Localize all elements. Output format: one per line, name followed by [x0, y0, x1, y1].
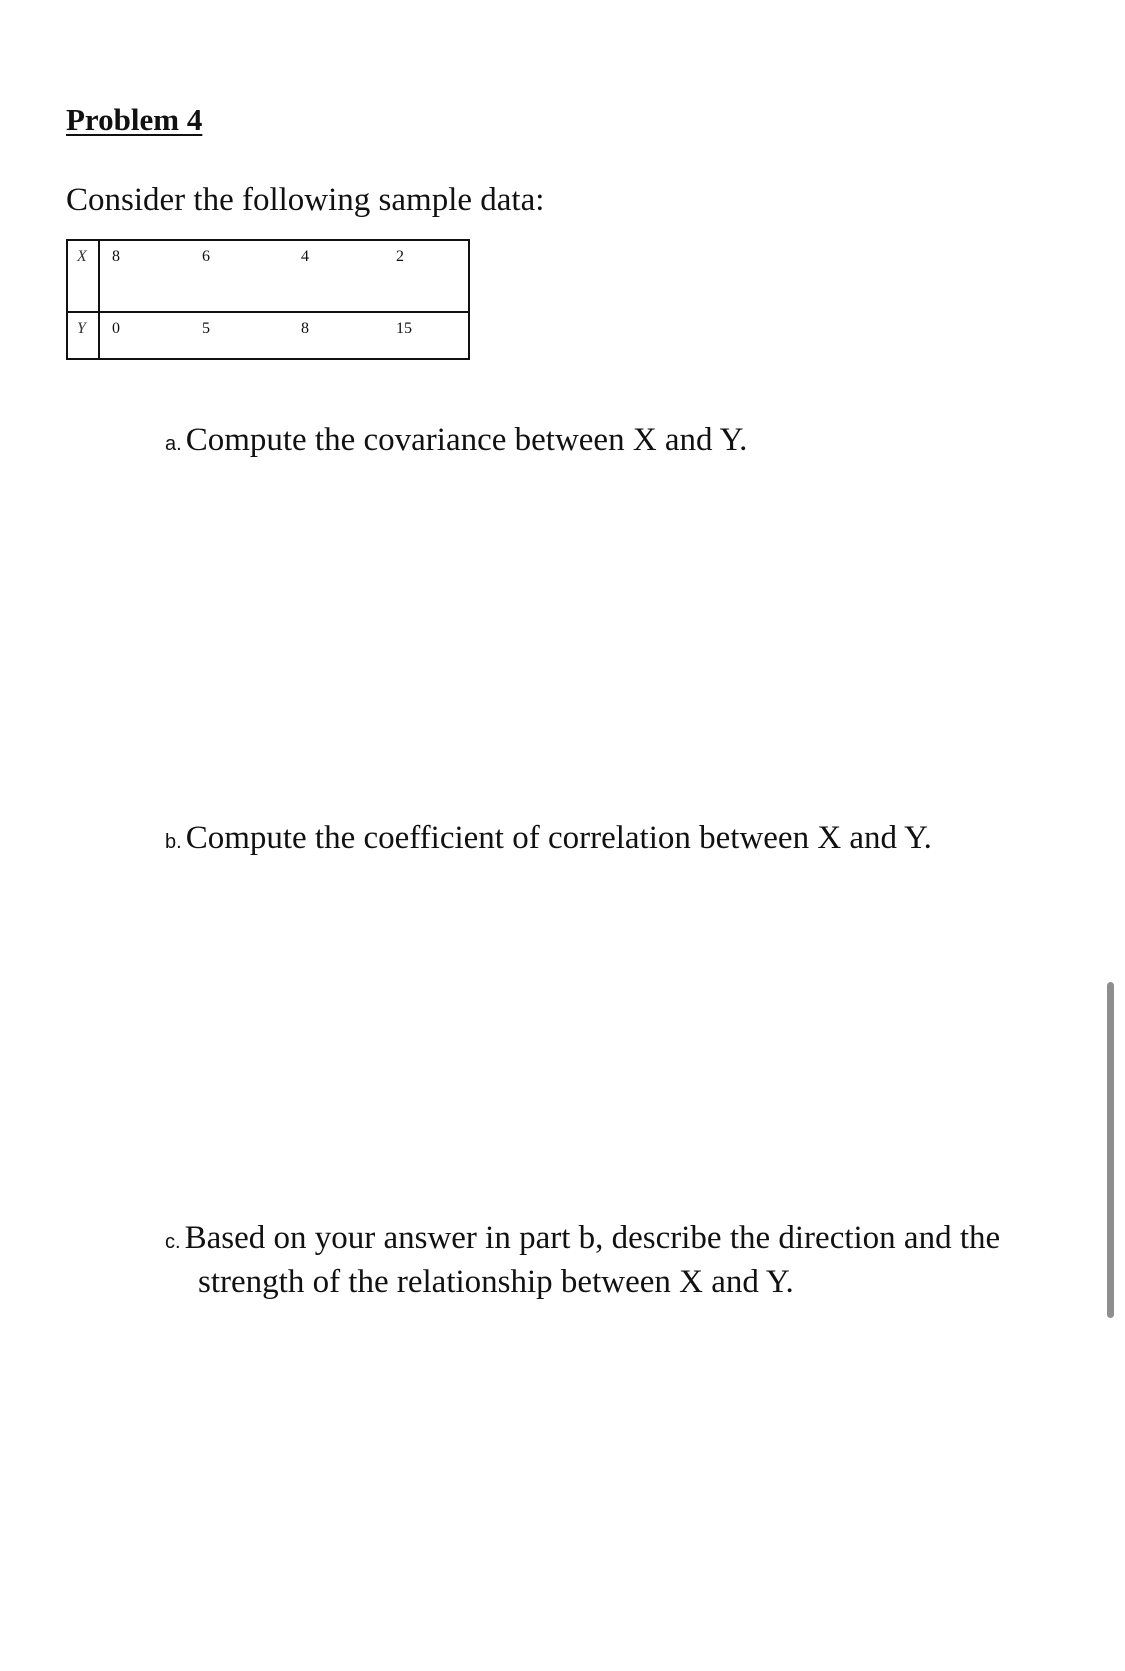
question-text-line1: Based on your answer in part b, describe the direction and the — [184, 1220, 1001, 1256]
row-label-x: X — [77, 248, 87, 265]
question-text-line2: strength of the relationship between X and Y. — [198, 1264, 794, 1300]
problem-title: Problem 4 — [66, 102, 203, 137]
table-cell: 8 — [112, 248, 120, 265]
table-cell: 2 — [396, 248, 404, 265]
column-divider — [98, 241, 100, 311]
table-cell: 5 — [202, 320, 210, 337]
sample-data-table — [66, 239, 470, 360]
table-cell: 4 — [301, 248, 309, 265]
table-row-x — [68, 241, 468, 313]
intro-text: Consider the following sample data: — [66, 182, 545, 218]
table-cell: 0 — [112, 320, 120, 337]
question-text: Compute the coefficient of correlation between X and Y. — [185, 820, 932, 856]
scrollbar[interactable] — [1107, 982, 1114, 1318]
question-b — [165, 818, 932, 862]
question-marker: a. — [165, 433, 182, 455]
row-label-y: Y — [77, 320, 86, 337]
table-row-y — [68, 313, 468, 360]
question-marker: b. — [165, 831, 182, 853]
table-cell: 15 — [396, 320, 412, 337]
table-cell: 8 — [301, 320, 309, 337]
question-marker: c. — [165, 1231, 181, 1253]
question-text: Compute the covariance between X and Y. — [185, 422, 748, 458]
column-divider — [98, 313, 100, 360]
question-c — [165, 1218, 1000, 1302]
question-a — [165, 420, 747, 464]
table-cell: 6 — [202, 248, 210, 265]
